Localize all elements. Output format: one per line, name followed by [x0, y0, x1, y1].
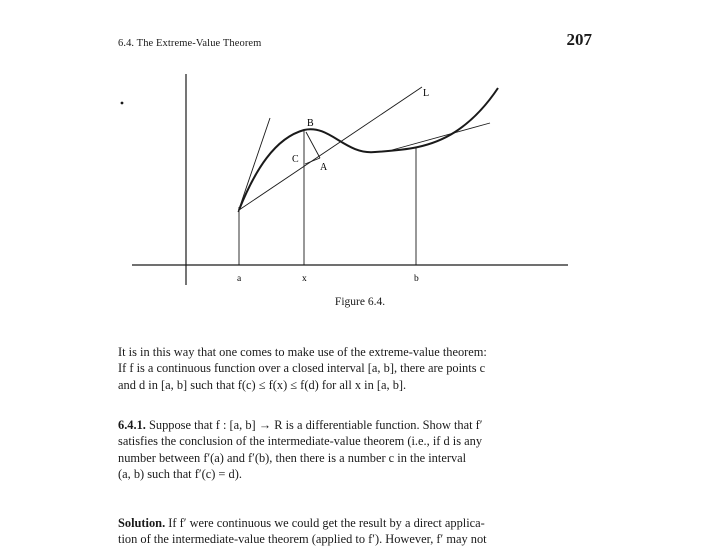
exercise-number: 6.4.1. — [118, 418, 146, 432]
tangent-near-b — [392, 123, 490, 150]
paragraph-line: If f is a continuous function over a closed interval [a, b], there are points c — [118, 361, 486, 376]
label-L: L — [423, 88, 430, 99]
paragraph-line: tion of the intermediate-value theorem (applied to f′). However, f′ may not — [118, 532, 487, 547]
label-A: A — [320, 162, 328, 173]
paragraph-line — [118, 515, 592, 531]
chord-line-L — [239, 87, 422, 210]
exercise-6-4-1 — [118, 417, 592, 482]
paragraph-line: number between f′(a) and f′(b), then there is a number c in the interval — [118, 450, 467, 465]
segment-BA — [306, 132, 320, 158]
label-x: x — [302, 274, 307, 284]
stray-dot — [121, 102, 124, 105]
page-number: 207 — [566, 30, 592, 49]
solution-paragraph — [118, 515, 592, 548]
paragraph-line — [118, 417, 592, 433]
segment-CA — [305, 158, 320, 164]
paragraph-line: (a, b) such that f′(c) = d). — [118, 466, 242, 481]
tangent-at-a — [238, 118, 270, 212]
label-B: B — [307, 118, 314, 129]
label-b: b — [414, 274, 419, 284]
solution-heading: Solution. — [118, 516, 166, 530]
label-C: C — [292, 154, 299, 165]
paragraph-extreme-value — [118, 344, 592, 393]
function-curve — [239, 88, 498, 210]
label-a: a — [237, 274, 242, 284]
figure-caption: Figure 6.4. — [334, 296, 386, 308]
solution-text: If f′ were continuous we could get the result by a direct applica- — [165, 516, 485, 530]
paragraph-line: It is in this way that one comes to make use of the extreme-value theorem: — [118, 345, 487, 359]
exercise-text: Suppose that f : [a, b] → R is a differentiable function. Show that f′ — [145, 418, 483, 432]
running-head: 6.4. The Extreme-Value Theorem — [118, 38, 262, 49]
paragraph-line: and d in [a, b] such that f(c) ≤ f(x) ≤ f(d) for all x in [a, b]. — [118, 377, 407, 392]
paragraph-line: satisfies the conclusion of the intermediate-value theorem (i.e., if d is any — [118, 434, 483, 449]
